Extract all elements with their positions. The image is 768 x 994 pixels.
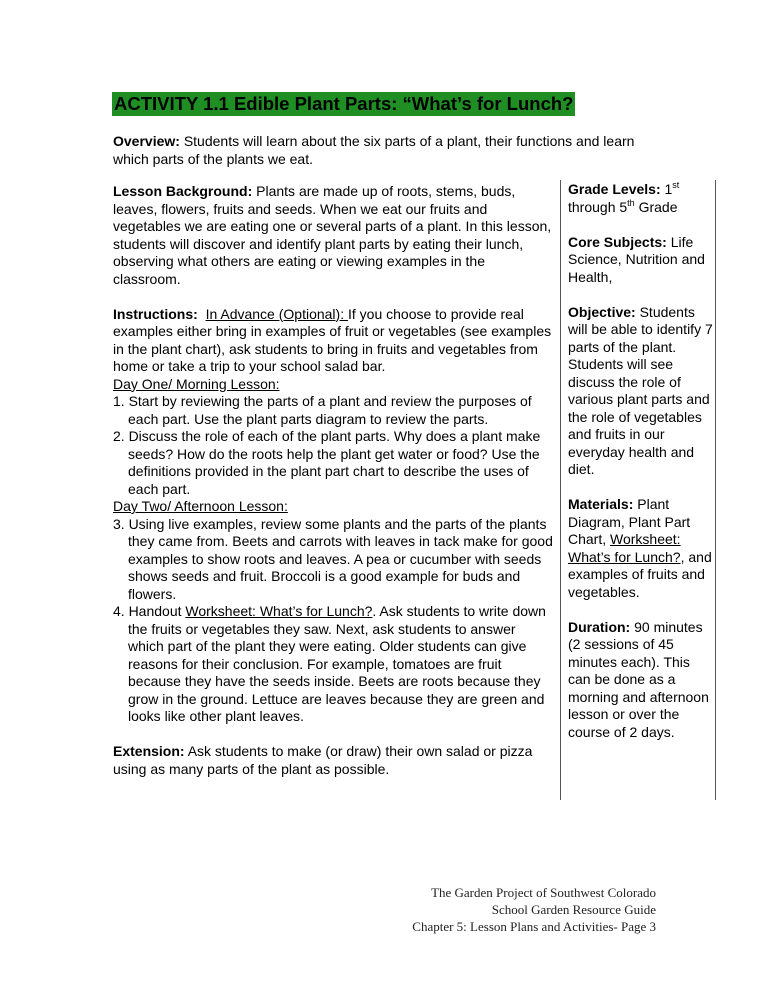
- grade-label: Grade Levels:: [568, 181, 661, 197]
- extension-label: Extension:: [113, 743, 185, 759]
- grade-levels: [568, 181, 714, 216]
- objective-label: Objective:: [568, 303, 636, 320]
- instructions-intro: [113, 306, 553, 376]
- instruction-step-4: [113, 603, 553, 726]
- grade-from: 1: [660, 181, 673, 197]
- overview-label: Overview:: [113, 133, 180, 149]
- day-one-heading: Day One/ Morning Lesson:: [113, 375, 280, 392]
- duration-text: 90 minutes (2 sessions of 45 minutes each). This can be done as a morning and afternoon lesson or over the course of 2 days.: [568, 618, 709, 740]
- materials: [568, 496, 714, 601]
- instructions-label: Instructions:: [113, 305, 198, 322]
- sidebar-right-border: [715, 180, 716, 800]
- materials-pre: Plant Diagram, Plant Part Chart,: [568, 496, 691, 547]
- worksheet-link[interactable]: Worksheet: What’s for Lunch?: [185, 603, 373, 619]
- overview-text: Students will learn about the six parts of a plant, their functions and learn which parts of the plants we eat.: [113, 133, 635, 167]
- core-label: Core Subjects:: [568, 233, 667, 250]
- instruction-step-2: 2. Discuss the role of each of the plant parts. Why does a plant make seeds? How do the roots help the plant get water or food? Use the definitions provided in the plant part chart to describe the uses of each part.: [113, 428, 541, 497]
- activity-title: ACTIVITY 1.1 Edible Plant Parts: “What’s for Lunch?: [114, 93, 574, 114]
- background-label: Lesson Background:: [113, 183, 253, 199]
- materials-label: Materials:: [568, 496, 634, 512]
- instruction-step-1: 1. Start by reviewing the parts of a plant and review the purposes of each part. Use the plant parts diagram to review the parts.: [113, 393, 532, 427]
- instruction-step-3: 3. Using live examples, review some plants and the parts of the plants they came from. Beets and carrots with leaves in tack make for good examples to show roots and leaves. A pea or cucumber with seeds shows seeds and fruit. Broccoli is a good example for buds and flowers.: [113, 515, 553, 602]
- main-column: [113, 183, 553, 778]
- materials-worksheet-link[interactable]: Worksheet: What’s for Lunch?,: [568, 531, 685, 565]
- info-sidebar: [568, 181, 714, 741]
- in-advance-text: If you choose to provide real examples either bring in examples of fruit or vegetables (see examples in the plant chart), ask students to bring in fruits and vegetables from home or take a trip to your school salad bar.: [113, 305, 552, 374]
- duration: [568, 619, 714, 742]
- materials-post: and examples of fruits and vegetables.: [568, 548, 712, 600]
- objective-text: Students will be able to identify 7 parts of the plant. Students will see discuss the role of various plant parts and the role of vegetables and fruits in our everyday health and diet.: [568, 303, 713, 477]
- core-subjects: [568, 234, 714, 287]
- step-4-prefix: 4. Handout: [113, 603, 186, 619]
- page-footer: [360, 884, 656, 935]
- grade-to-sup: th: [627, 197, 635, 208]
- grade-end: Grade: [634, 198, 678, 215]
- background-text: Plants are made up of roots, stems, buds, leaves, flowers, fruits and seeds. When we eat our fruits and vegetables we are eating one or several parts of a plant. In this lesson, students will discover and identify plant parts by eating their lunch, observing what others are eating or viewing examples in the classroom.: [113, 183, 552, 287]
- extension-text: Ask students to make (or draw) their own salad or pizza using as many parts of the plant as possible.: [113, 743, 533, 777]
- in-advance-label: In Advance (Optional):: [205, 305, 348, 322]
- sidebar-left-border: [560, 180, 561, 800]
- step-4-text: . Ask students to write down the fruits or vegetables they saw. Next, ask students to answer which part of the plant they were eating. Older students can give reasons for their conclusion. For example, tomatoes are fruit because they have the seeds inside. Beets are roots because they grow in the ground. Lettuce are leaves because they are green and looks like other plant leaves.: [128, 603, 546, 724]
- footer-organization: The Garden Project of Southwest Colorado: [431, 885, 656, 900]
- day-two-heading: Day Two/ Afternoon Lesson:: [113, 498, 288, 514]
- footer-guide: School Garden Resource Guide: [491, 902, 656, 917]
- overview-section: [113, 133, 643, 168]
- grade-from-sup: st: [672, 180, 680, 190]
- lesson-background: [113, 183, 553, 288]
- footer-chapter: Chapter 5: Lesson Plans and Activities- Page 3: [412, 919, 656, 934]
- duration-label: Duration:: [568, 618, 631, 635]
- objective: [568, 304, 714, 479]
- grade-mid: through 5: [568, 198, 628, 215]
- extension-section: [113, 743, 553, 778]
- core-text: Life Science, Nutrition and Health,: [568, 233, 705, 285]
